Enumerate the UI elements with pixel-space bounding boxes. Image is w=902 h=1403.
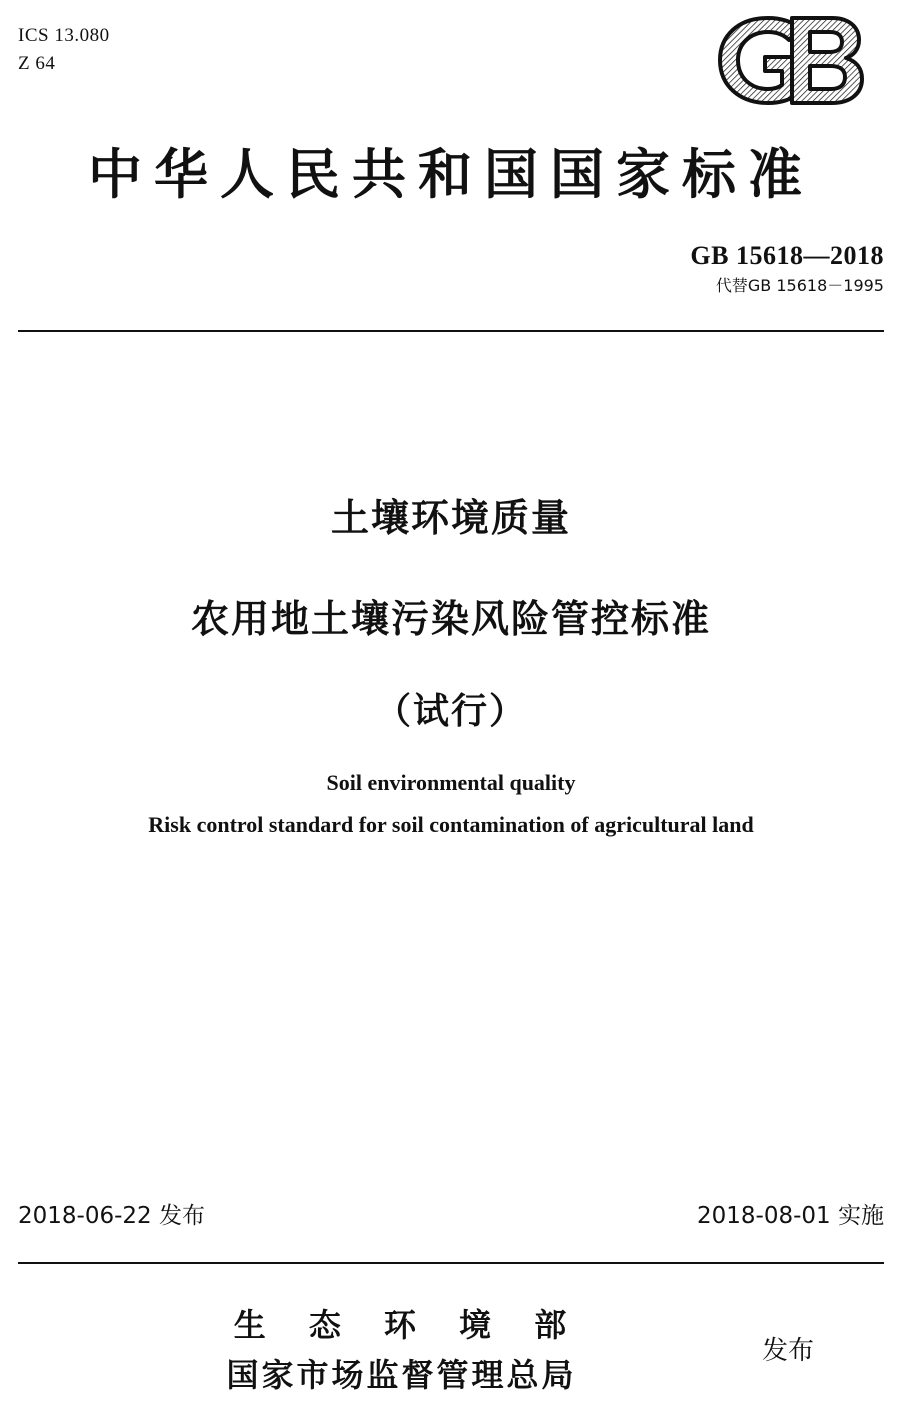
classification-code: Z 64 [18, 52, 56, 74]
publish-label: 发布 [762, 1336, 815, 1366]
title-english-line1: Soil environmental quality [326, 770, 576, 795]
ics-classification-block [18, 22, 110, 77]
issue-date: 2018-06-22 发布 [18, 1203, 205, 1229]
divider-bottom [18, 1262, 884, 1264]
title-chinese-line1: 土壤环境质量 [330, 496, 571, 540]
effective-date: 2018-08-01 实施 [697, 1203, 884, 1229]
divider-top [18, 330, 884, 332]
issuing-authority [120, 1300, 680, 1396]
title-chinese-line3: （试行） [374, 691, 527, 732]
standard-number-block [690, 238, 884, 297]
title-english-line2: Risk control standard for soil contamination of agricultural land [148, 812, 754, 837]
ics-code: ICS 13.080 [18, 25, 110, 46]
page-title: 中华人民共和国国家标准 [88, 143, 814, 206]
issuing-authority-line1: 生 态 环 境 部 [233, 1306, 583, 1344]
issuing-authority-line2: 国家市场监督管理总局 [226, 1356, 577, 1394]
standard-number: GB 15618—2018 [690, 241, 884, 270]
gb-national-standard-emblem-icon [672, 4, 882, 116]
title-chinese-line2: 农用地土壤污染风险管控标准 [190, 597, 711, 641]
standard-replaces: 代替GB 15618－1995 [715, 276, 884, 296]
